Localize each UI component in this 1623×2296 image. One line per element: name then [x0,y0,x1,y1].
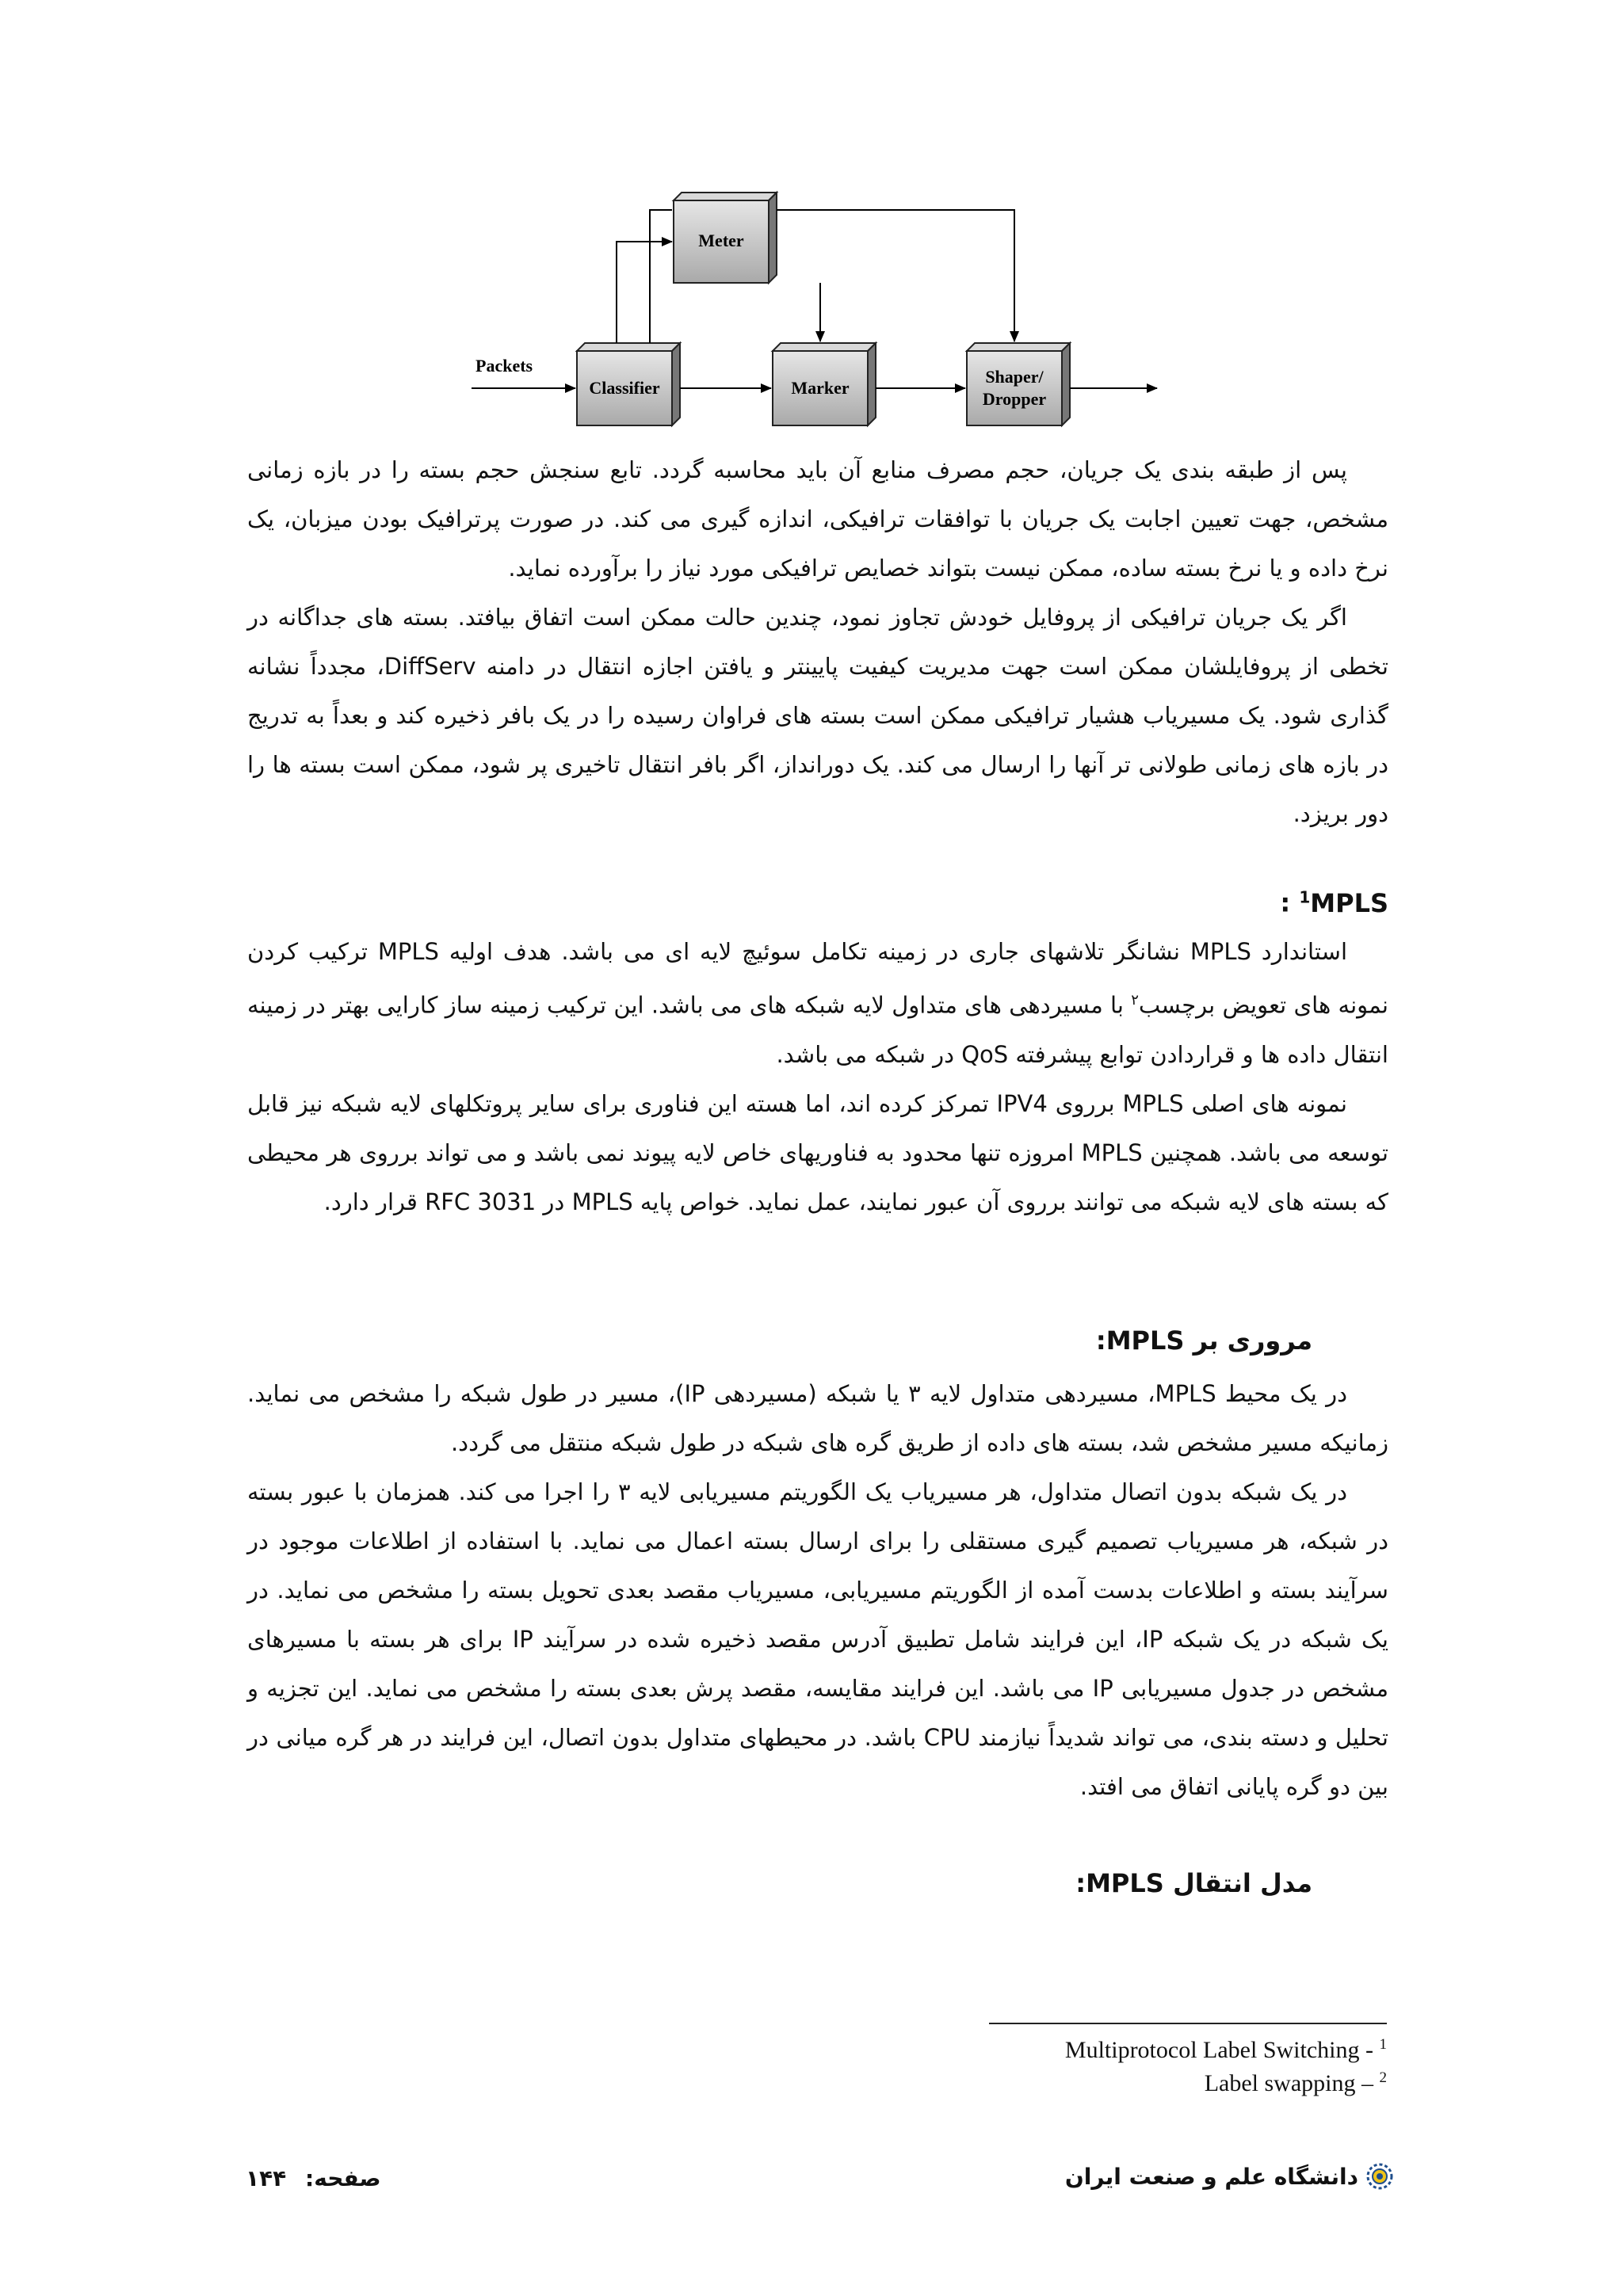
marker-label: Marker [791,378,850,398]
packets-label: Packets [475,356,533,376]
paragraph [247,927,1388,1079]
footnote-divider [989,2023,1387,2024]
section-overview-text [247,1369,1388,1811]
heading-transfer-model: مدل انتقال MPLS: [1075,1868,1312,1898]
heading-suffix: : [1280,887,1300,918]
footnote-number: 2 [1379,2069,1387,2086]
heading-text: MPLS [1310,887,1388,918]
section-classifier-text [247,445,1388,838]
meter-box [674,193,777,283]
shaper-label: Shaper/ [985,367,1044,387]
page-number [246,2165,381,2191]
paragraph: در یک محیط MPLS، مسیردهی متداول لایه ۳ یا شبکه (مسیردهی IP)، مسیر در طول شبکه را مشخص می نماید. زمانیکه مسیر مشخص شد، بسته های داده از طریق گره های شبکه در طول شبکه منتقل می گردد. [247,1380,1388,1456]
university-name: دانشگاه علم و صنعت ایران [1064,2163,1358,2190]
university-footer [1065,2163,1393,2190]
footnote-text: Multiprotocol Label Switching - [1064,2037,1380,2063]
paragraph: نمونه های اصلی MPLS برروی IPV4 تمرکز کرده اند، اما هسته این فناوری برای سایر پروتکلهای لایه شبکه نیز قابل توسعه می باشد. همچنین MPLS امروزه تنها محدود به فناوریهای خاص لایه پیوند نمی باشد و می تواند برروی هر محیطی که بسته های لایه شبکه می توانند برروی آن عبور نمایند، عمل نماید. خواص پایه MPLS در RFC 3031 قرار دارد. [247,1089,1388,1215]
meter-label: Meter [698,231,744,250]
paragraph: اگر یک جریان ترافیکی از پروفایل خودش تجاوز نمود، چندین حالت ممکن است اتفاق بیافتد. بسته های جداگانه در تخطی از پروفایلشان ممکن است جهت مدیریت کیفیت پایینتر و یافتن اجازه انتقال در دامنه DiffServ، مجدداً نشانه گذاری شود. یک مسیریاب هشیار ترافیکی ممکن است بسته های فراوان رسیده را در یک بافر ذخیره کند و بعداً به تدریج در بازه های زمانی طولانی تر آنها را ارسال می کند. یک دورانداز، اگر بافر انتقال تاخیری پر شود، ممکن است بسته ها را دور بریزد. [247,604,1389,827]
classifier-box [577,343,680,425]
footnote-2 [1205,2069,1387,2097]
footnote-ref: ۲ [1131,992,1139,1009]
university-logo-icon [1366,2163,1393,2190]
paragraph: پس از طبقه بندی یک جریان، حجم مصرف منابع آن باید محاسبه گردد. تابع سنجش حجم بسته را در بازه زمانی مشخص، جهت تعیین اجابت یک جریان با توافقات ترافیکی، اندازه گیری می کند. در صورت پرترافیک بودن میزبان، یک نرخ داده و یا نرخ بسته ساده، ممکن نیست بتواند خصایص ترافیکی مورد نیاز را برآورده نماید. [247,456,1388,582]
marker-box [773,343,876,425]
footnote-1 [1065,2036,1387,2064]
dropper-label: Dropper [982,389,1047,409]
section-mpls-text [247,927,1388,1226]
qos-traffic-conditioner-diagram [460,186,1173,448]
footnote-number: 1 [1379,2036,1387,2053]
page-number-value: ۱۴۴ [246,2165,287,2191]
classifier-meter-arrow [617,242,672,343]
diagram-svg [460,186,1173,448]
footnote-text: Label swapping – [1204,2070,1380,2096]
footnote-ref: 1 [1299,887,1311,906]
paragraph: در یک شبکه بدون اتصال متداول، هر مسیریاب یک الگوریتم مسیریابی لایه ۳ را اجرا می کند. همزمان با عبور بسته در شبکه، هر مسیریاب تصمیم گیری مستقلی را برای ارسال بسته اعمال می نماید. با استفاده از اطلاعات موجود در سرآیند بسته و اطلاعات بدست آمده از الگوریتم مسیریابی، مسیریاب مقصد بعدی تحویل بسته را مشخص می نماید. در یک شبکه در یک شبکه IP، این فرایند شامل تطبیق آدرس مقصد ذخیره شده در سرآیند IP برای هر بسته با مسیرهای مشخص در جدول مسیریابی IP می باشد. این فرایند مقایسه، مقصد پرش بعدی بسته را مشخص می نماید. این تجزیه و تحلیل و دسته بندی، می تواند شدیداً نیازمند CPU باشد. در محیطهای متداول بدون اتصال، این فرایند در هر گره میانی در بین دو گره پایانی اتفاق می افتد. [247,1478,1388,1800]
page-label: صفحه: [305,2165,381,2191]
meter-shaper-arrow [777,210,1014,341]
heading-mpls [1280,887,1388,918]
paragraph-part: استاندارد MPLS نشانگر تلاشهای جاری در زمینه تکامل سوئیچ لایه ای می باشد. هدف اولیه MPLS ترکیب کردن نمونه های تعویض برچسب [247,938,1388,1019]
shaper-dropper-box [967,343,1070,425]
heading-overview: مروری بر MPLS: [1095,1325,1312,1356]
classifier-label: Classifier [589,378,660,398]
classifier-top-line [650,210,672,343]
paragraph-part: با مسیردهی های متداول لایه شبکه های می باشد. این ترکیب زمینه ساز کارایی بهتر در زمینه انتقال داده ها و قراردادن توابع پیشرفته QoS در شبکه می باشد. [247,991,1388,1068]
